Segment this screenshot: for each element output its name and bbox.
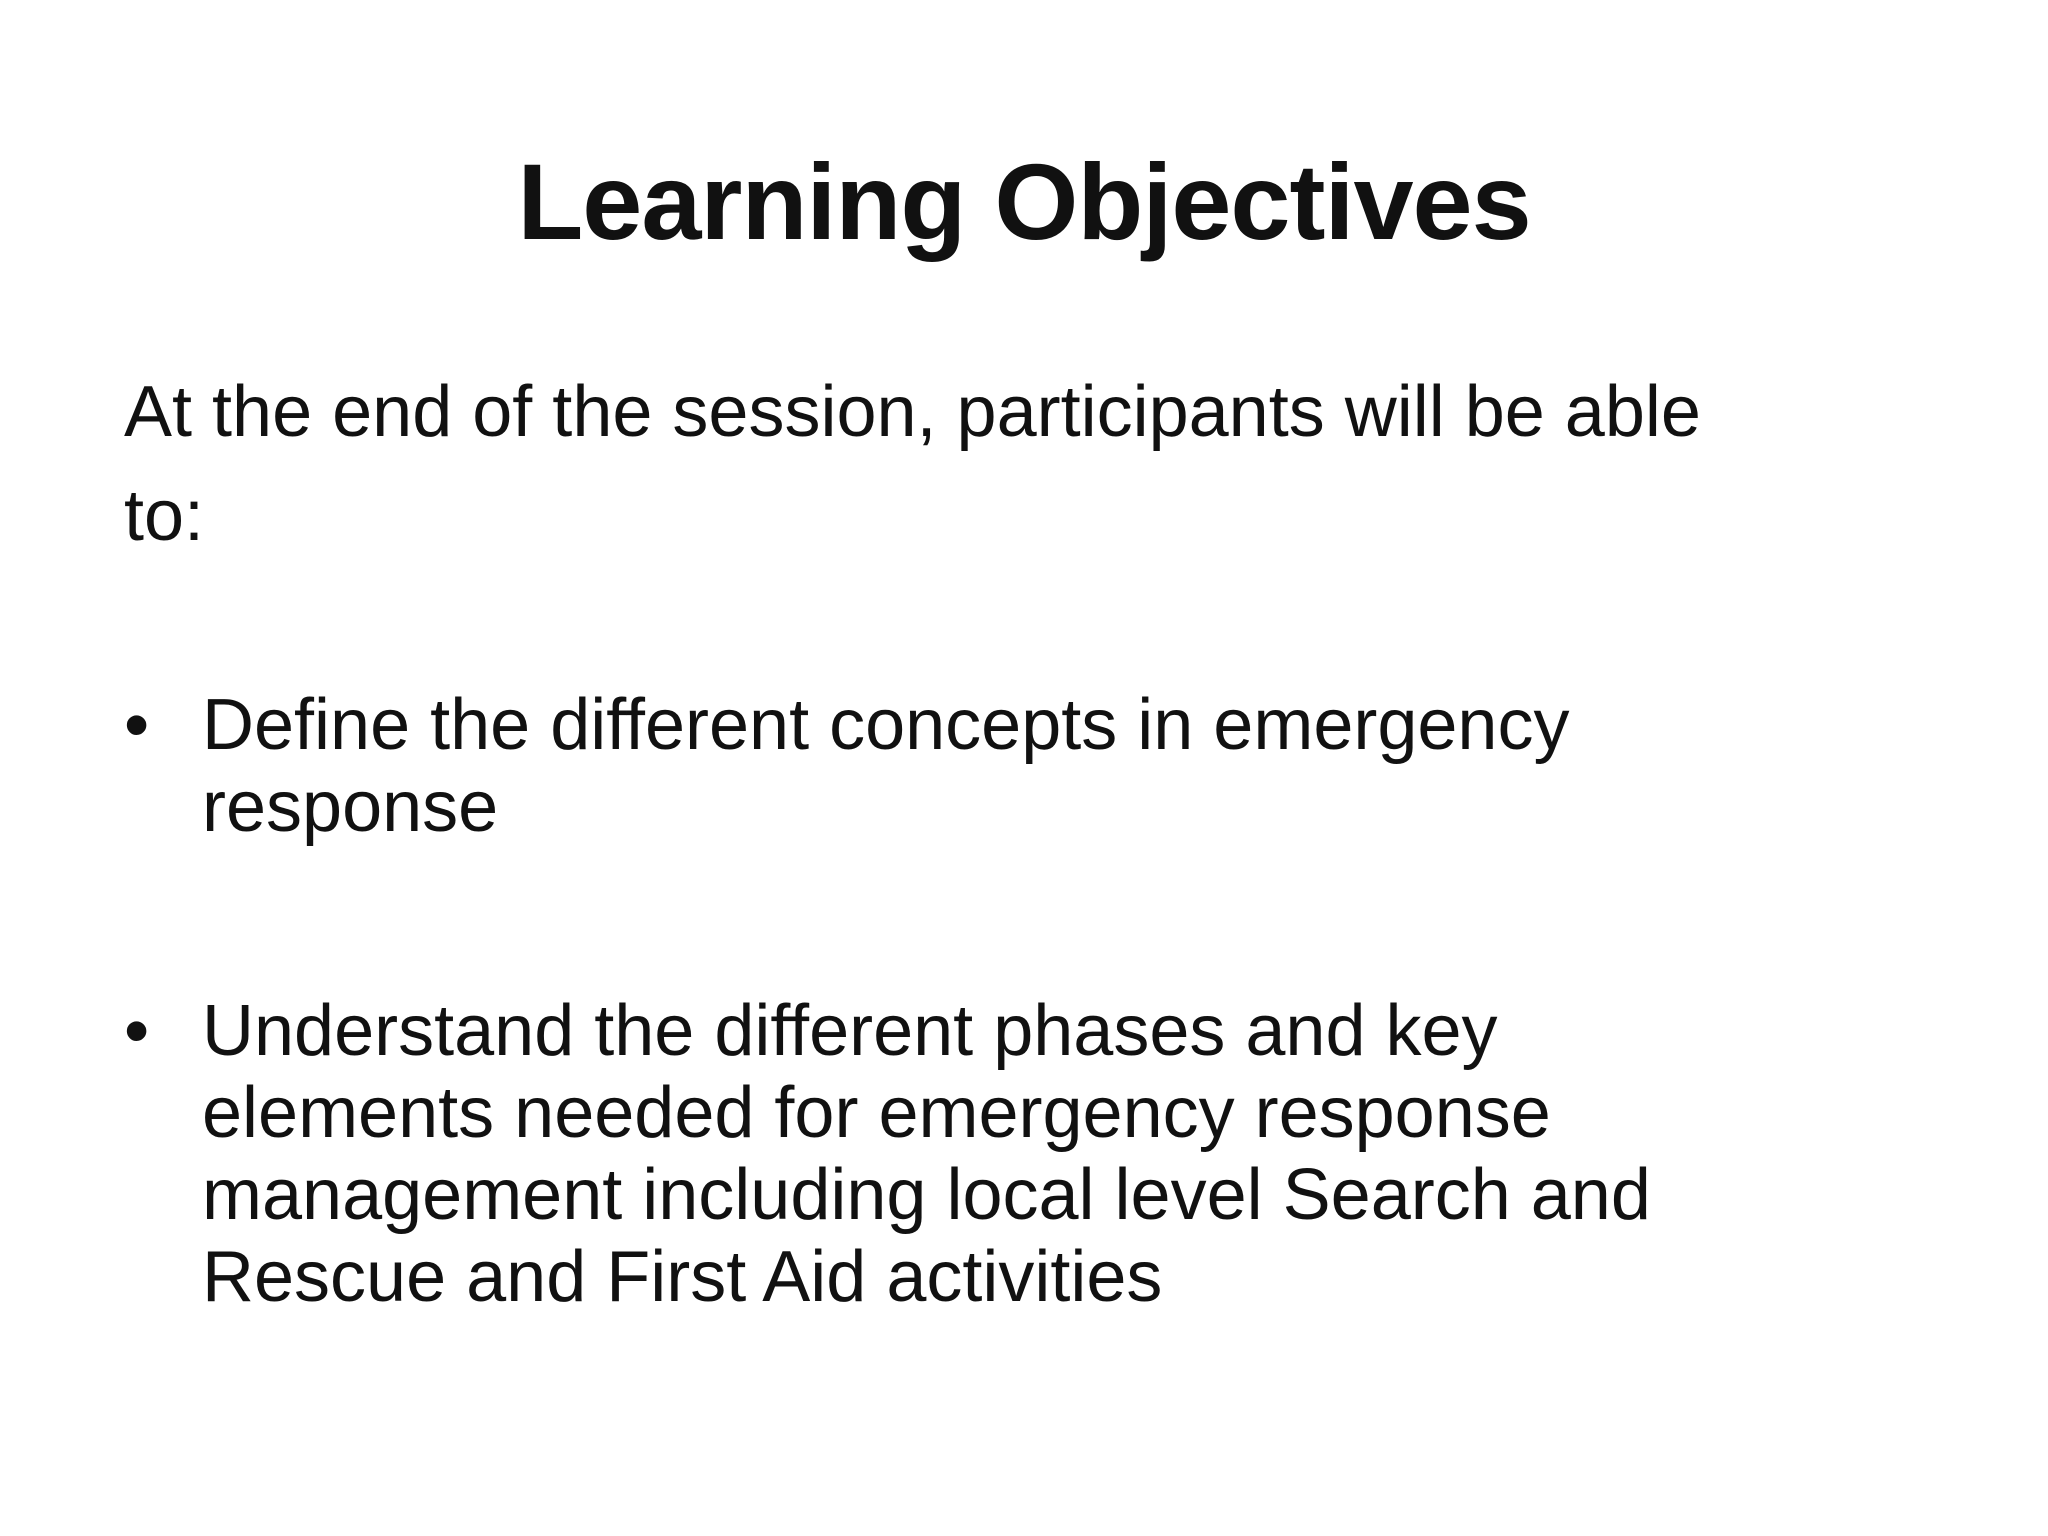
list-item (124, 990, 1824, 1318)
bullet-icon: • (124, 991, 150, 1071)
slide-title: Learning Objectives (517, 141, 1531, 262)
objective-text: Define the different concepts in emergency response (202, 685, 1570, 847)
bullet-icon: • (124, 685, 150, 765)
intro-text: At the end of the session, participants will be able to: (124, 372, 1701, 556)
list-item (124, 684, 1824, 848)
objective-text: Understand the different phases and key elements needed for emergency response management including local level Search and Rescue and First Aid activities (202, 991, 1651, 1317)
